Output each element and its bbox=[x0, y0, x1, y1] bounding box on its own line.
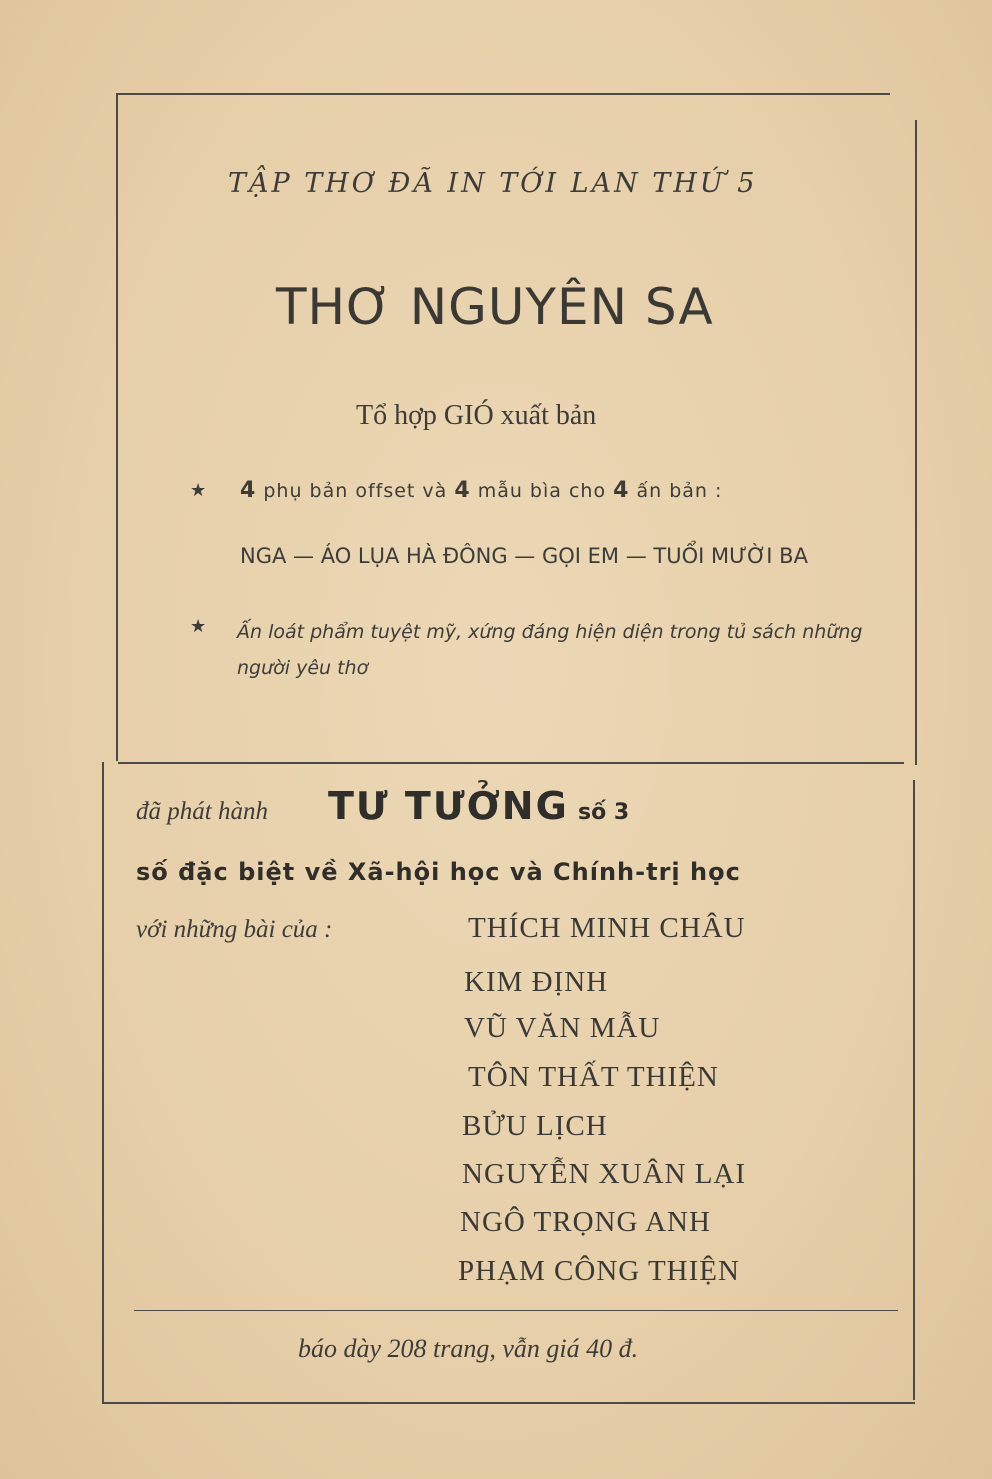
contributors-label: với những bài của : bbox=[136, 916, 333, 943]
book-publisher: Tổ hợp GIÓ xuất bản bbox=[356, 400, 597, 431]
bullet-star-icon: ★ bbox=[190, 480, 207, 501]
released-label: đã phát hành bbox=[136, 798, 268, 825]
book-feature-1 bbox=[240, 478, 722, 503]
feature-number: 4 bbox=[240, 478, 257, 503]
feature-text: phụ bản offset và bbox=[263, 480, 448, 502]
contributor-name: VŨ VĂN MẪU bbox=[464, 1012, 661, 1044]
contributor-name: BỬU LỊCH bbox=[462, 1110, 608, 1142]
magazine-footer-note: báo dày 208 trang, vẫn giá 40 đ. bbox=[298, 1334, 639, 1363]
bullet-star-icon: ★ bbox=[190, 616, 207, 637]
contributor-name: NGUYỄN XUÂN LẠI bbox=[462, 1158, 747, 1190]
frame-left-rule-lower bbox=[102, 762, 104, 1402]
contributor-name: PHẠM CÔNG THIỆN bbox=[458, 1255, 740, 1287]
contributor-name: THÍCH MINH CHÂU bbox=[468, 912, 746, 944]
frame-right-rule-upper bbox=[915, 120, 917, 765]
contributor-name: TÔN THẤT THIỆN bbox=[468, 1061, 719, 1093]
feature-text: ấn bản : bbox=[636, 480, 723, 502]
contributor-name: NGÔ TRỌNG ANH bbox=[460, 1206, 711, 1238]
magazine-name: TƯ TƯỞNG bbox=[328, 784, 569, 828]
frame-left-rule-upper bbox=[116, 93, 118, 761]
frame-right-rule-lower bbox=[913, 780, 915, 1400]
cover-titles: NGA — ÁO LỤA HÀ ĐÔNG — GỌI EM — TUỔI MƯỜI BA bbox=[240, 544, 808, 568]
book-feature-2: Ấn loát phẩm tuyệt mỹ, xứng đáng hiện diện trong tủ sách những người yêu thơ bbox=[237, 621, 863, 679]
frame-bottom-rule bbox=[102, 1402, 915, 1404]
book-title: THƠ NGUYÊN SA bbox=[276, 278, 714, 336]
feature-number: 4 bbox=[454, 478, 471, 503]
feature-number: 4 bbox=[613, 478, 630, 503]
section-divider bbox=[118, 762, 904, 764]
book-subtitle: TẬP THƠ ĐÃ IN TỚI LAN THỨ 5 bbox=[228, 168, 758, 199]
magazine-issue: số 3 bbox=[578, 800, 630, 825]
special-issue-line: số đặc biệt về Xã-hội học và Chính-trị học bbox=[136, 858, 741, 886]
frame-top-rule bbox=[116, 93, 890, 95]
contributor-name: KIM ĐỊNH bbox=[464, 966, 609, 998]
footer-divider bbox=[134, 1310, 898, 1311]
feature-text: mẫu bìa cho bbox=[477, 480, 607, 502]
